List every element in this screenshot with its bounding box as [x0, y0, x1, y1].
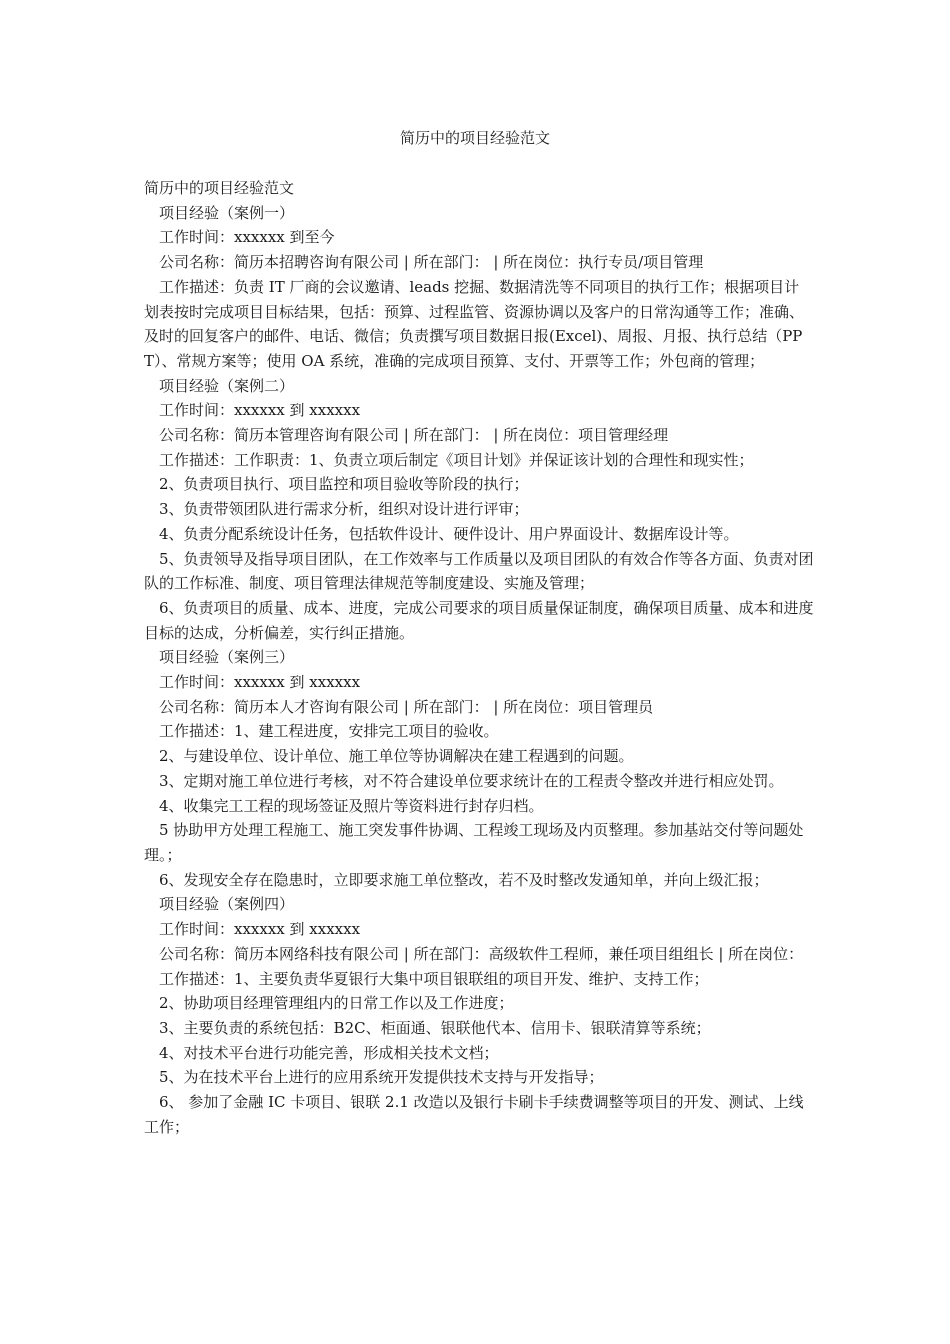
- paragraph-line: 5 协助甲方处理工程施工、施工突发事件协调、工程竣工现场及内页整理。参加基站交付等问题处理。；: [144, 821, 804, 864]
- paragraph-line: 工作时间：xxxxxx 到 xxxxxx: [159, 920, 361, 939]
- paragraph-line: 工作描述：工作职责：1、负责立项后制定《项目计划》并保证该计划的合理性和现实性；: [159, 450, 754, 469]
- paragraph-line: 5、为在技术平台上进行的应用系统开发提供技术支持与开发指导；: [159, 1068, 604, 1087]
- paragraph-line: 项目经验（案例四）: [159, 895, 295, 914]
- paragraph-line: 2、负责项目执行、项目监控和项目验收等阶段的执行；: [159, 475, 529, 494]
- paragraph-line: 公司名称：简历本网络科技有限公司 | 所在部门：高级软件工程师，兼任项目组组长 | 所在岗位：: [159, 944, 804, 963]
- paragraph-line: 6、发现安全存在隐患时，立即要求施工单位整改，若不及时整改发通知单，并向上级汇报；: [159, 870, 769, 889]
- paragraph-line: 3、主要负责的系统包括：B2C、柜面通、银联他代本、信用卡、银联清算等系统；: [159, 1018, 711, 1037]
- paragraph-line: 2、协助项目经理管理组内的日常工作以及工作进度；: [159, 994, 514, 1013]
- paragraph-line: 工作时间：xxxxxx 到 xxxxxx: [159, 401, 361, 420]
- paragraph-line: 2、与建设单位、设计单位、施工单位等协调解决在建工程遇到的问题。: [159, 747, 634, 766]
- paragraph-line: 项目经验（案例二）: [159, 376, 295, 395]
- paragraph-line: 项目经验（案例三）: [159, 648, 295, 667]
- paragraph-line: 6、负责项目的质量、成本、进度，完成公司要求的项目质量保证制度，确保项目质量、成本和进度目标的达成，分析偏差，实行纠正措施。: [144, 598, 814, 642]
- paragraph-line: 公司名称：简历本管理咨询有限公司 | 所在部门： | 所在岗位：项目管理经理: [159, 426, 669, 445]
- document-title: 简历中的项目经验范文: [399, 129, 550, 147]
- paragraph-line: 3、定期对施工单位进行考核，对不符合建设单位要求统计在的工程责令整改并进行相应处罚。: [159, 771, 784, 790]
- paragraph-line: 5、负责领导及指导项目团队，在工作效率与工作质量以及项目团队的有效合作等各方面、负责对团队的工作标准、制度、项目管理法律规范等制度建设、实施及管理；: [144, 549, 814, 593]
- paragraph-line: 6、 参加了金融 IC 卡项目、银联 2.1 改造以及银行卡刷卡手续费调整等项目的开发、测试、上线工作；: [144, 1093, 804, 1136]
- paragraph-line: 工作时间：xxxxxx 到至今: [159, 228, 335, 247]
- document-body: [144, 176, 814, 1139]
- paragraph-line: 工作描述：1、主要负责华夏银行大集中项目银联组的项目开发、维护、支持工作；: [159, 969, 709, 988]
- paragraph-line: 4、收集完工工程的现场签证及照片等资料进行封存归档。: [159, 796, 544, 815]
- paragraph-line: 4、对技术平台进行功能完善，形成相关技术文档；: [159, 1043, 499, 1062]
- paragraph-line: 3、负责带领团队进行需求分析，组织对设计进行评审；: [159, 500, 529, 519]
- paragraph-line: 工作时间：xxxxxx 到 xxxxxx: [159, 673, 361, 692]
- paragraph-line: 公司名称：简历本招聘咨询有限公司 | 所在部门： | 所在岗位：执行专员/项目管理: [159, 253, 704, 272]
- paragraph-line: 简历中的项目经验范文: [144, 179, 295, 197]
- paragraph-line: 项目经验（案例一）: [159, 203, 295, 222]
- paragraph-line: 工作描述：负责 IT 厂商的会议邀请、leads 挖掘、数据清洗等不同项目的执行工作；根据项目计划表按时完成项目目标结果，包括：预算、过程监管、资源协调以及客户的日常沟通等工作；准确、及时的回复客户的邮件、电话、微信；负责撰写项目数据日报(Excel)、周报、月报、执行总结（PPT）、常规方案等；使用 OA 系统，准确的完成项目预算、支付、开票等工作；外包商的管理；: [144, 277, 805, 370]
- paragraph-line: 4、负责分配系统设计任务，包括软件设计、硬件设计、用户界面设计、数据库设计等。: [159, 524, 739, 543]
- paragraph-line: 公司名称：简历本人才咨询有限公司 | 所在部门： | 所在岗位：项目管理员: [159, 697, 654, 716]
- paragraph-line: 工作描述：1、建工程进度，安排完工项目的验收。: [159, 722, 499, 741]
